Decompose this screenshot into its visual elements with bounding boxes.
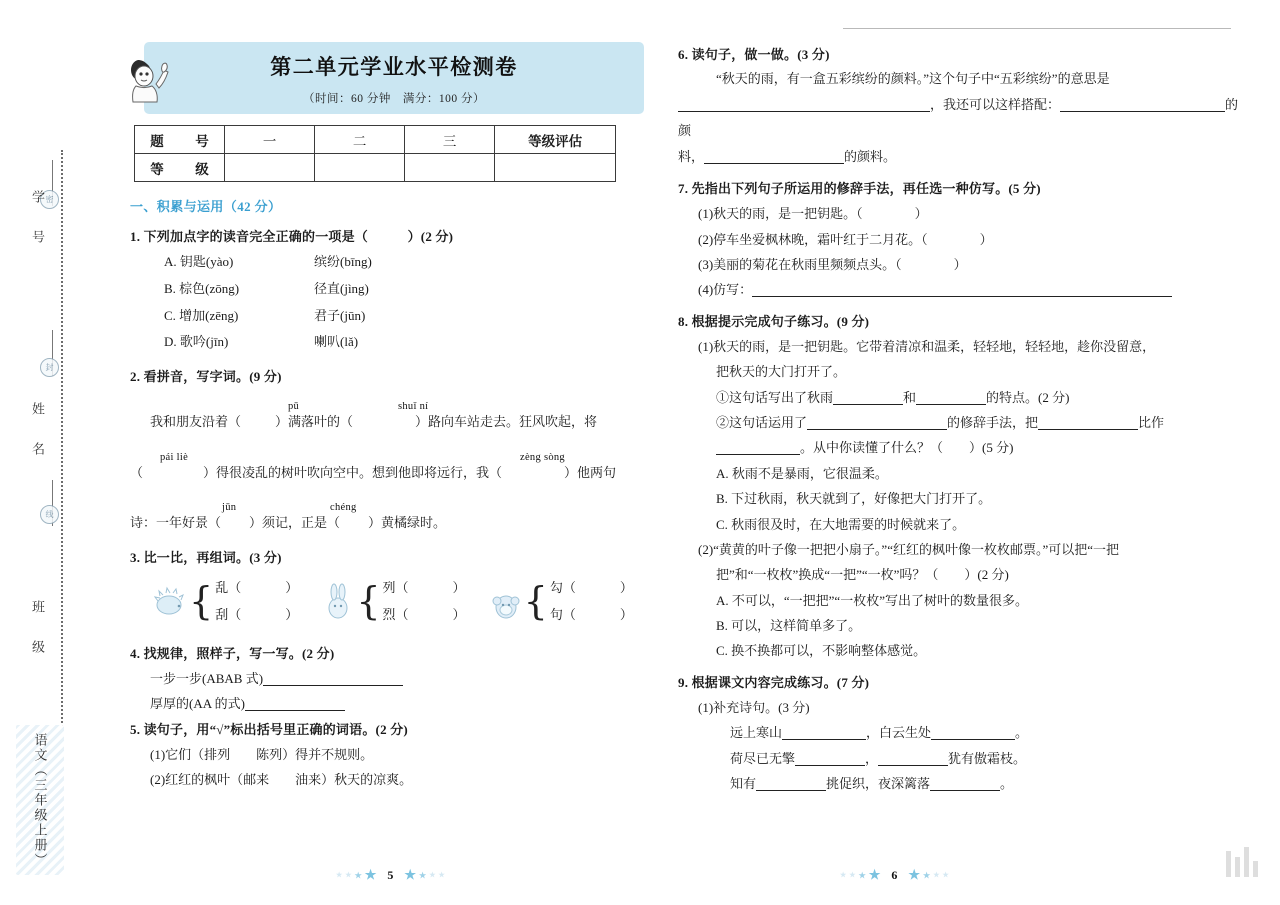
question-8-sub2-option-c[interactable]: C. 换不换都可以，不影响整体感觉。	[716, 643, 927, 659]
page-right	[668, 0, 1268, 905]
option-c-right: 君子(jūn)	[314, 307, 366, 323]
section-heading-1: 一、积累与运用（42 分）	[130, 199, 282, 214]
question-5-item-1[interactable]: (1)它们（排列 陈列）得并不规则。	[150, 747, 374, 763]
option-c-label: C.	[164, 307, 176, 323]
question-8-option-c[interactable]: C. 秋雨很及时，在大地需要的时候就来了。	[716, 516, 966, 532]
answer-blank[interactable]	[752, 282, 1172, 297]
grade-cell-2[interactable]	[405, 154, 495, 182]
pinyin-pu: pū	[288, 401, 300, 413]
question-8-option-a[interactable]: A. 秋雨不是暴雨，它很温柔。	[716, 465, 888, 481]
answer-blank[interactable]	[756, 776, 826, 791]
page-number: 6	[891, 867, 898, 882]
question-1	[130, 224, 656, 356]
subject-tag	[16, 725, 64, 875]
score-col-3: 等级评估	[495, 126, 616, 154]
question-9	[678, 670, 1242, 797]
question-6	[678, 42, 1242, 170]
sidebar-label-name: 姓 名	[30, 402, 45, 462]
compare-2-bottom: 烈（ ）	[382, 607, 466, 623]
question-4-item-2: 厚厚的(AA 的式)	[150, 691, 656, 716]
question-4	[130, 641, 656, 717]
compare-2-top: 列（ ）	[382, 580, 466, 596]
question-8-sub2-line1: (2)“黄黄的叶子像一把把小扇子。”“红红的枫叶像一枚枚邮票。”可以把“一把	[698, 541, 1120, 557]
option-a[interactable]	[164, 249, 656, 276]
answer-blank[interactable]	[833, 390, 903, 405]
pinyin-pailie: pái liè	[160, 451, 189, 463]
rabbit-icon	[321, 581, 355, 621]
question-3	[130, 545, 656, 629]
compare-1-bottom: 刮（ ）	[215, 607, 299, 623]
question-4-item-1: 一步一步(ABAB 式)	[150, 666, 656, 691]
star-decoration: ★ ★ ★ ★	[336, 867, 377, 882]
seal-badge-1: 密	[40, 190, 59, 209]
monkey-icon	[489, 581, 523, 621]
question-3-groups	[154, 574, 656, 629]
poem-line-2: 荷尽已无擎 ， 犹有傲霜枝。	[730, 750, 1027, 766]
answer-blank[interactable]	[245, 696, 345, 711]
question-8-item-2-cont: 。从中你读懂了什么？（ ）(5 分)	[716, 435, 1242, 460]
option-b-left: 棕色(zōng)	[179, 280, 240, 296]
answer-blank[interactable]	[704, 149, 844, 164]
question-7-item-2[interactable]: (2)停车坐爱枫林晚，霜叶红于二月花。（ ）	[698, 231, 993, 247]
answer-blank[interactable]	[931, 725, 1015, 740]
score-col-2: 三	[405, 126, 495, 154]
star-decoration: ★ ★ ★ ★	[404, 867, 445, 882]
score-row-label-0: 题 号	[135, 126, 225, 154]
question-8-title: 8. 根据提示完成句子练习。(9 分)	[678, 313, 870, 329]
grade-cell-1[interactable]	[315, 154, 405, 182]
option-b[interactable]	[164, 276, 656, 303]
question-7-item-3[interactable]: (3)美丽的菊花在秋雨里频频点头。（ ）	[698, 257, 967, 273]
question-7-item-4: (4)仿写：	[698, 277, 1242, 302]
score-col-1: 二	[315, 126, 405, 154]
question-5-item-2[interactable]: (2)红红的枫叶（邮来 油来）秋天的凉爽。	[150, 772, 413, 788]
option-d[interactable]	[164, 329, 656, 356]
question-6-blanks-2: 料， 的颜料。	[678, 149, 897, 165]
option-d-label: D.	[164, 334, 177, 350]
question-9-title: 9. 根据课文内容完成练习。(7 分)	[678, 674, 870, 690]
scan-artifact	[1226, 847, 1258, 877]
question-5	[130, 717, 656, 793]
option-c[interactable]	[164, 303, 656, 330]
page-footer-right	[840, 867, 949, 883]
subject-tag-label: 语文（三年级上册）	[32, 732, 48, 868]
page-number: 5	[387, 867, 394, 882]
poem-line-1: 远上寒山 ，白云生处 。	[730, 725, 1029, 741]
compare-group-3: { 勾（ ） 句（ ）	[489, 574, 656, 629]
compare-3-bottom: 句（ ）	[549, 607, 633, 623]
question-2	[130, 364, 656, 533]
exam-subtitle: （时间：60 分钟 满分：100 分）	[303, 92, 485, 105]
pinyin-shuini: shuǐ ní	[398, 401, 429, 413]
answer-blank[interactable]	[916, 390, 986, 405]
star-decoration: ★ ★ ★ ★	[840, 867, 881, 882]
compare-group-2: { 列（ ） 烈（ ）	[321, 574, 488, 629]
table-row	[135, 126, 616, 154]
grade-cell-3[interactable]	[495, 154, 616, 182]
option-a-label: A.	[164, 254, 177, 270]
question-1-title: 1. 下列加点字的读音完全正确的一项是（ ）(2 分)	[130, 229, 454, 244]
question-7-item-1[interactable]: (1)秋天的雨，是一把钥匙。（ ）	[698, 206, 928, 222]
option-a-left: 钥匙(yào)	[179, 254, 234, 270]
answer-blank[interactable]	[807, 415, 947, 430]
score-row-label-1: 等 级	[135, 154, 225, 182]
answer-blank[interactable]	[795, 751, 865, 766]
score-col-0: 一	[225, 126, 315, 154]
answer-blank[interactable]	[1038, 415, 1138, 430]
pinyin-jun: jūn	[222, 502, 237, 514]
question-8	[678, 309, 1242, 664]
question-8-sub2-option-b[interactable]: B. 可以，这样简单多了。	[716, 617, 862, 633]
question-8-item-2: ②这句话运用了 的修辞手法，把 比作	[716, 415, 1165, 431]
poem-line-3: 知有 挑促织，夜深篱落 。	[730, 775, 1014, 791]
page-footer-left	[336, 867, 445, 883]
question-6-blanks-1: ，我还可以这样搭配： 的颜	[678, 97, 1239, 139]
option-c-left: 增加(zēng)	[179, 307, 239, 323]
question-5-title: 5. 读句子，用“√”标出括号里正确的词语。(2 分)	[130, 721, 408, 737]
page-left	[78, 0, 668, 905]
question-6-body: “秋天的雨，有一盒五彩缤纷的颜料。”这个句子中“五彩缤纷”的意思是	[716, 71, 1110, 87]
answer-blank[interactable]	[878, 751, 948, 766]
compare-group-1: { 乱（ ） 刮（ ）	[154, 574, 321, 629]
question-8-sub1-line2: 把秋天的大门打开了。	[716, 364, 847, 380]
question-3-title: 3. 比一比，再组词。(3 分)	[130, 549, 282, 565]
question-8-item-1: ①这句话写出了秋雨 和 的特点。(2 分)	[716, 389, 1070, 405]
pinyin-cheng: chéng	[330, 502, 357, 514]
question-6-title: 6. 读句子，做一做。(3 分)	[678, 47, 830, 62]
answer-blank[interactable]	[678, 97, 930, 112]
question-8-sub2-option-a[interactable]: A. 不可以，“一把把”“一枚枚”写出了树叶的数量很多。	[716, 592, 1028, 608]
answer-blank[interactable]	[930, 776, 1000, 791]
option-d-right: 喇叭(lǎ)	[314, 334, 359, 350]
question-8-sub1-line1: (1)秋天的雨，是一把钥匙。它带着清凉和温柔，轻轻地，轻轻地，趁你没留意，	[698, 339, 1156, 355]
question-2-title: 2. 看拼音，写字词。(9 分)	[130, 368, 282, 384]
seal-badge-3: 线	[40, 505, 59, 524]
compare-1-top: 乱（ ）	[215, 580, 299, 596]
grade-cell-0[interactable]	[225, 154, 315, 182]
option-b-label: B.	[164, 280, 176, 296]
exam-banner	[144, 42, 644, 114]
question-8-option-b[interactable]: B. 下过秋雨，秋天就到了，好像把大门打开了。	[716, 491, 992, 507]
answer-blank[interactable]	[1060, 97, 1225, 112]
pinyin-zengsong: zèng sòng	[520, 451, 565, 463]
compare-3-top: 勾（ ）	[549, 580, 633, 596]
hedgehog-icon	[154, 581, 188, 621]
star-decoration: ★ ★ ★ ★	[908, 867, 949, 882]
sidebar-label-class: 班 级	[30, 600, 45, 660]
boy-pointing-icon	[120, 46, 186, 112]
question-4-title: 4. 找规律，照样子，写一写。(2 分)	[130, 645, 335, 661]
exam-title: 第二单元学业水平检测卷	[270, 54, 518, 79]
table-row	[135, 154, 616, 182]
answer-blank[interactable]	[263, 671, 403, 686]
question-2-line-1: 我和朋友沿着（ ）满落叶的（ ）路向车站走去。狂风吹起，将	[150, 414, 598, 430]
answer-blank[interactable]	[716, 440, 800, 455]
student-info-sidebar	[0, 0, 78, 905]
question-9-sub1: (1)补充诗句。(3 分)	[698, 699, 810, 715]
question-7-title: 7. 先指出下列句子所运用的修辞手法，再任选一种仿写。(5 分)	[678, 181, 1041, 197]
score-table	[134, 125, 616, 182]
sidebar-label-student-number: 学 号	[30, 190, 45, 250]
header-rule	[843, 28, 1231, 29]
question-2-line-2: （ ）得很凌乱的树叶吹向空中。想到他即将远行，我（ ）他两句	[130, 464, 617, 480]
question-2-line-3: 诗：一年好景（ ）须记，正是（ ）黄橘绿时。	[130, 515, 447, 531]
answer-blank[interactable]	[782, 725, 866, 740]
question-7	[678, 176, 1242, 303]
seal-badge-2: 封	[40, 358, 59, 377]
option-b-right: 径直(jìng)	[314, 280, 369, 296]
option-d-left: 歌吟(jīn)	[179, 334, 229, 350]
question-8-sub2-line2: 把”和“一枚枚”换成“一把”“一枚”吗？（ ）(2 分)	[716, 567, 1009, 583]
question-1-options	[164, 249, 656, 356]
option-a-right: 缤纷(bīng)	[314, 254, 372, 270]
